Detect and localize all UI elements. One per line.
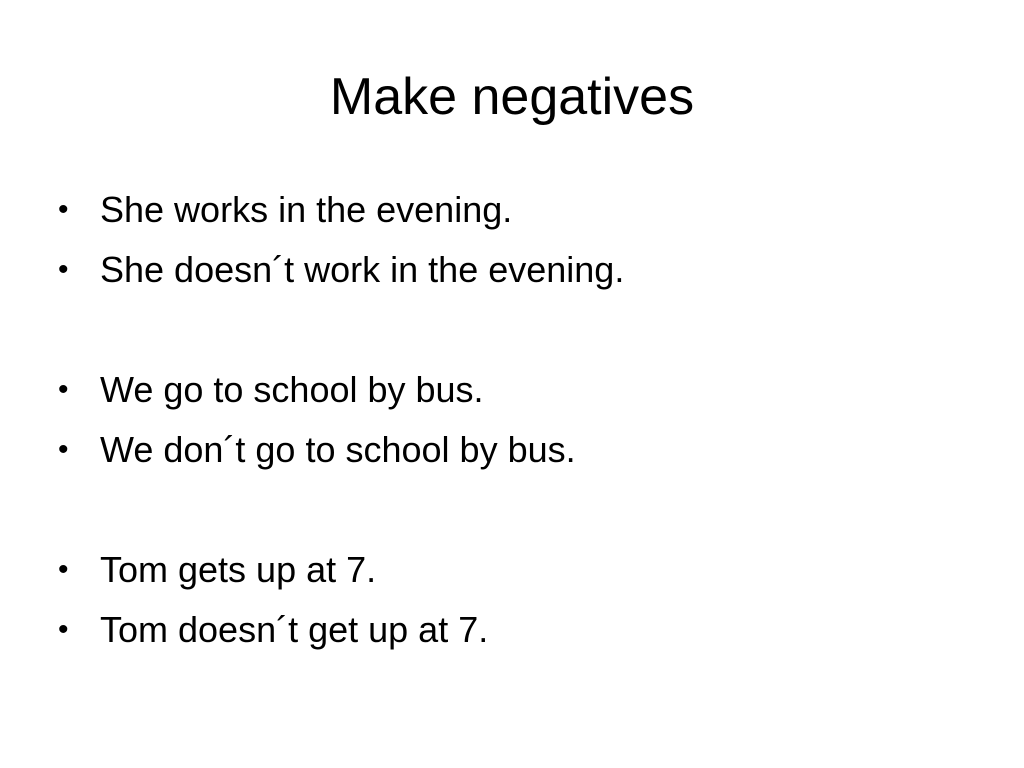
bullet-icon: •	[58, 553, 69, 586]
bullet-list	[58, 180, 978, 660]
bullet-item-5	[58, 540, 978, 600]
bullet-icon: •	[58, 613, 69, 646]
bullet-text: She works in the evening.	[100, 189, 513, 230]
bullet-text: Tom doesn´t get up at 7.	[100, 609, 489, 650]
bullet-item-3	[58, 360, 978, 420]
slide-title: Make negatives	[329, 68, 695, 126]
bullet-icon: •	[58, 253, 69, 286]
bullet-icon: •	[58, 193, 69, 226]
bullet-text: We go to school by bus.	[100, 369, 484, 410]
bullet-item-1	[58, 180, 978, 240]
bullet-item-4	[58, 420, 978, 480]
bullet-item-2	[58, 240, 978, 300]
bullet-text: We don´t go to school by bus.	[100, 429, 576, 470]
bullet-item-6	[58, 600, 978, 660]
bullet-text: She doesn´t work in the evening.	[100, 249, 625, 290]
bullet-icon: •	[58, 373, 69, 406]
bullet-text: Tom gets up at 7.	[100, 549, 377, 590]
bullet-icon: •	[58, 433, 69, 466]
